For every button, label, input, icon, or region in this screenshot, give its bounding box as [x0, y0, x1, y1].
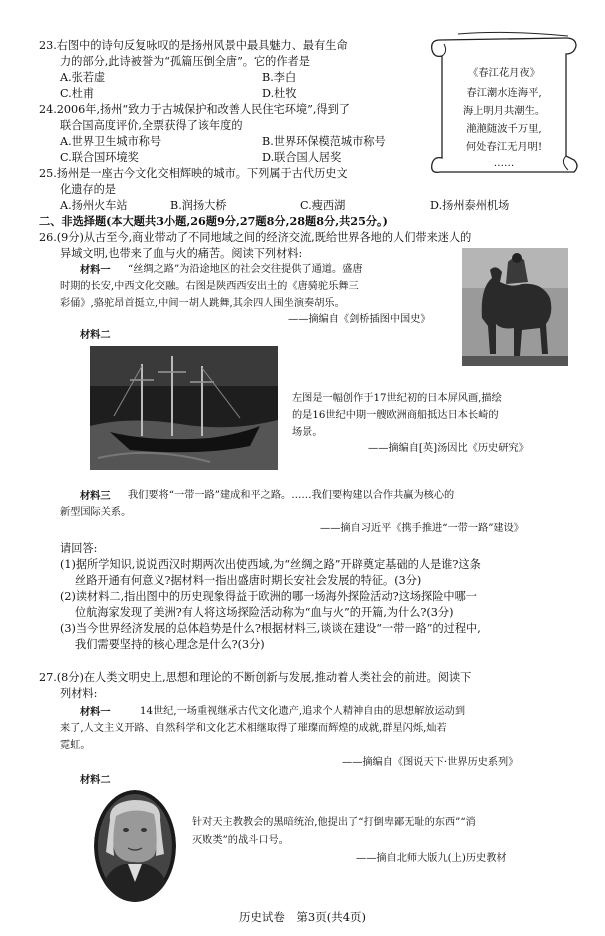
q24-option-a: A.世界卫生城市称号: [60, 135, 162, 148]
q24-stem-line1: 24.2006年,扬州“致力于古城保护和改善人民住宅环境”,得到了: [39, 103, 350, 116]
q26-material2-source: ——摘编自[英]汤因比《历史研究》: [368, 443, 529, 454]
q26-material1-label: 材料一: [80, 264, 111, 276]
q23-option-a: A.张若虚: [60, 71, 106, 84]
q23-stem-line2: 力的部分,此诗被誉为“孤篇压倒全唐”。它的作者是: [60, 55, 310, 68]
q26-material2-line1: 左图是一幅创作于17世纪初的日本屏风画,描绘: [292, 393, 502, 404]
q26-material1-line1: “丝绸之路”为沿途地区的社会交往提供了通道。盛唐: [128, 264, 363, 275]
q26-material3-line2: 新型国际关系。: [60, 507, 132, 518]
q24-stem-line2: 联合国高度评价,全票获得了该年度的: [60, 119, 243, 132]
q26-sub2-line2: 位航海家发现了美洲?有人将这场探险活动称为“血与火”的开篇,为什么?(3分): [75, 606, 454, 619]
q27-material1-source: ——摘编自《图说天下·世界历史系列》: [342, 757, 519, 768]
q24-option-c: C.联合国环境奖: [60, 151, 139, 164]
q25-stem-line2: 化遗存的是: [60, 183, 116, 196]
q26-material3-line1: 我们要将“一带一路”建成和平之路。……我们要构建以合作共赢为核心的: [128, 490, 455, 501]
q27-material2-line1: 针对天主教教会的黑暗统治,他提出了“打倒卑鄙无耻的东西”“消: [192, 817, 476, 828]
q26-material2-line3: 场景。: [292, 427, 323, 438]
q25-option-d: D.扬州泰州机场: [430, 199, 510, 212]
q26-sub1-line1: (1)据所学知识,说说西汉时期两次出使西域,为“丝绸之路”开辟奠定基础的人是谁?这条: [60, 558, 481, 571]
q27-material2-source: ——摘自北师大版九(上)历史教材: [356, 853, 507, 864]
voltaire-portrait: [94, 790, 176, 902]
poem-line-3: 滟滟随波千万里,: [466, 123, 542, 135]
page-footer: 历史试卷 第3页(共4页): [238, 910, 367, 924]
q26-material3-label: 材料三: [80, 490, 111, 502]
poem-scroll: [428, 30, 580, 178]
poem-title: 《春江花月夜》: [467, 67, 541, 79]
q26-sub3-line1: (3)当今世界经济发展的总体趋势是什么?根据材料三,谈谈在建设“一带一路”的过程中,: [60, 622, 481, 635]
scroll-frame-icon: [428, 30, 580, 178]
q26-material3-source: ——摘自习近平《携手推进“一带一路”建设》: [320, 523, 524, 534]
q26-material2-label: 材料二: [80, 329, 111, 341]
q24-option-b: B.世界环保模范城市称号: [262, 135, 386, 148]
q25-option-a: A.扬州火车站: [60, 199, 128, 212]
q27-material1-label: 材料一: [80, 706, 111, 718]
q27-stem-line1: 27.(8分)在人类文明史上,思想和理论的不断创新与发展,推动着人类社会的前进。阅读下: [39, 671, 472, 684]
q27-material1-line3: 霓虹。: [60, 740, 91, 751]
q23-stem-line1: 23.右图中的诗句反复咏叹的是扬州风景中最具魅力、最有生命: [39, 39, 348, 52]
q26-sub1-line2: 丝路开通有何意义?据材料一指出盛唐时期长安社会发展的特征。(3分): [75, 574, 422, 587]
q27-stem-line2: 列材料:: [60, 687, 98, 700]
section-heading: 二、非选择题(本大题共3小题,26题9分,27题8分,28题8分,共25分。): [39, 214, 388, 228]
poem-line-5: ……: [493, 157, 515, 169]
q25-stem-line1: 25.扬州是一座古今文化交相辉映的城市。下列属于古代历史文: [39, 167, 348, 180]
q23-option-b: B.李白: [262, 71, 297, 84]
q27-material2-line2: 灭败类”的战斗口号。: [192, 835, 289, 846]
poem-line-1: 春江潮水连海平,: [466, 87, 542, 99]
japanese-screen-painting: [90, 346, 278, 470]
q26-stem-line1: 26.(9分)从古至今,商业带动了不同地域之间的经济交流,既给世界各地的人们带来迷人的: [39, 231, 472, 244]
q26-sub3-line2: 我们需要坚持的核心理念是什么?(3分): [75, 638, 265, 651]
q23-option-c: C.杜甫: [60, 87, 95, 100]
q27-material1-line1: 14世纪,一场重视继承古代文化遗产,追求个人精神自由的思想解放运动到: [140, 706, 466, 717]
q26-material1-line2: 时期的长安,中西文化交融。右图是陕西西安出土的《唐骑驼乐舞三: [60, 281, 359, 292]
q27-material1-line2: 来了,人文主义开路、自然科学和文化艺术相继取得了璀璨而辉煌的成就,群星闪烁,灿若: [60, 723, 447, 734]
q25-option-b: B.润扬大桥: [170, 199, 227, 212]
q27-material2-label: 材料二: [80, 774, 111, 786]
q26-material2-line2: 的是16世纪中期一艘欧洲商船抵达日本长崎的: [292, 410, 499, 421]
q26-stem-line2: 异域文明,也带来了血与火的痛苦。阅读下列材料:: [60, 247, 303, 260]
q23-option-d: D.杜牧: [262, 87, 297, 100]
poem-line-2: 海上明月共潮生。: [462, 105, 546, 117]
q26-ask: 请回答:: [60, 542, 98, 555]
camel-figurine-photo: [462, 248, 568, 366]
q26-sub2-line1: (2)读材料二,指出图中的历史现象得益于欧洲的哪一场海外探险活动?这场探险中哪一: [60, 590, 477, 603]
poem-line-4: 何处春江无月明!: [465, 141, 543, 153]
q24-option-d: D.联合国人居奖: [262, 151, 342, 164]
q26-material1-line3: 彩俑》,骆驼昂首挺立,中间一胡人跳舞,其余四人围坐演奏胡乐。: [60, 298, 345, 309]
q25-option-c: C.瘦西湖: [300, 199, 346, 212]
q26-material1-source: ——摘编自《剑桥插图中国史》: [288, 314, 431, 325]
